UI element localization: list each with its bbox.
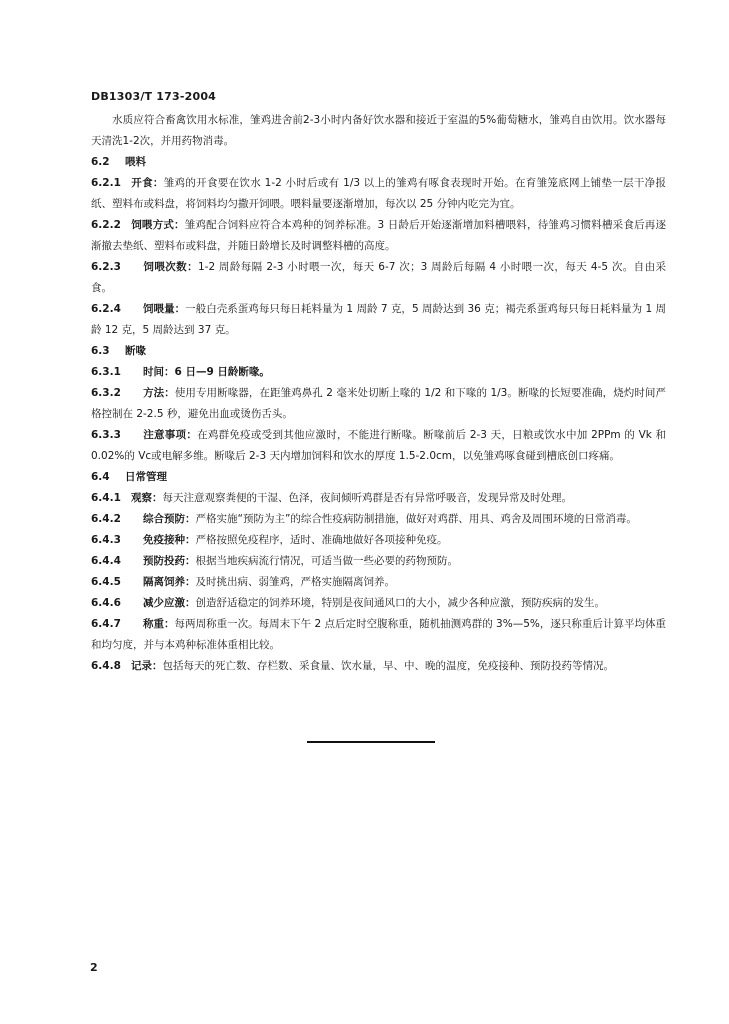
clause-6-3-3 [91,425,666,467]
clause-text: 一般白壳系蛋鸡每只每日耗料量为 1 周龄 7 克，5 周龄达到 36 克；褐壳系蛋鸡每只每日耗料量为 1 周龄 12 克，5 周龄达到 37 克。 [91,303,667,336]
clause-number: 6.2.3 [91,261,121,273]
clause-number: 6.3.1 [91,366,121,378]
section-title: 断喙 [125,345,146,357]
section-6-2-heading [91,152,666,173]
clause-6-4-6 [91,593,666,614]
clause-label: 开食： [131,177,164,189]
clause-number: 6.4.6 [91,597,121,609]
clause-number: 6.2.4 [91,303,121,315]
clause-text: 雏鸡的开食要在饮水 1-2 小时后或有 1/3 以上的雏鸡有啄食表现时开始。在育雏笼底网上铺垫一层干净报纸、塑料布或料盘，将饲料均匀撒开饲喂。喂料量要逐渐增加，每次以 25 分钟内吃完为宜。 [91,177,666,210]
clause-text: 每天注意观察粪便的干湿、色泽，夜间倾听鸡群是否有异常呼吸音，发现异常及时处理。 [162,492,572,504]
clause-6-2-4 [91,299,666,341]
clause-text: 1-2 周龄每隔 2-3 小时喂一次，每天 6-7 次；3 周龄后每隔 4 小时喂一次，每天 4-5 次。自由采食。 [91,261,666,294]
clause-label: 隔离饲养： [143,576,196,588]
clause-6-4-7 [91,614,666,656]
clause-text: 雏鸡配合饲料应符合本鸡种的饲养标准。3 日龄后开始逐渐增加料槽喂料，待雏鸡习惯料槽采食后再逐渐撤去垫纸、塑料布或料盘，并随日龄增长及时调整料槽的高度。 [91,219,666,252]
clause-6-4-4 [91,551,666,572]
clause-6-4-1 [91,488,666,509]
clause-label: 称重： [143,618,175,630]
clause-6-2-1 [91,173,666,215]
clause-label: 综合预防： [143,513,196,525]
clause-text: 包括每天的死亡数、存栏数、采食量、饮水量，早、中、晚的温度，免疫接种、预防投药等情况。 [162,660,614,672]
clause-text: 及时挑出病、弱雏鸡，严格实施隔离饲养。 [195,576,395,588]
clause-text: 使用专用断喙器，在距雏鸡鼻孔 2 毫米处切断上喙的 1/2 和下喙的 1/3。断喙的长短要准确，烧灼时间严格控制在 2-2.5 秒，避免出血或烫伤舌头。 [91,387,666,420]
clause-label: 记录： [131,660,163,672]
clause-6-2-3 [91,257,666,299]
clause-number: 6.3.3 [91,429,121,441]
clause-text: 创造舒适稳定的饲养环境，特别是夜间通风口的大小，减少各种应激，预防疾病的发生。 [195,597,605,609]
clause-number: 6.4.4 [91,555,121,567]
clause-6-2-2 [91,215,666,257]
clause-label: 减少应激： [143,597,196,609]
clause-label: 预防投药： [143,555,196,567]
clause-number: 6.2.1 [91,177,121,189]
section-number: 6.3 [91,345,110,357]
clause-label: 方法： [143,387,175,399]
clause-number: 6.4.3 [91,534,121,546]
section-title: 喂料 [125,156,146,168]
water-intro-paragraph: 水质应符合畜禽饮用水标准，雏鸡进舍前2-3小时内备好饮水器和接近于室温的5%葡萄糖水，雏鸡自由饮用。饮水器每天清洗1-2次，并用药物消毒。 [91,114,666,147]
clause-6-4-8 [91,656,666,677]
section-6-4-heading [91,467,666,488]
clause-label: 时间： [143,366,175,378]
clause-text: 6 日—9 日龄断喙。 [174,366,270,378]
clause-text: 每两周称重一次。每周末下午 2 点后定时空腹称重，随机抽测鸡群的 3%—5%，逐只称重后计算平均体重和均匀度，并与本鸡种标准体重相比较。 [91,618,666,651]
clause-text: 在鸡群免疫或受到其他应激时，不能进行断喙。断喙前后 2-3 天，日粮或饮水中加 2PPm 的 Vk 和 0.02%的 Vc或电解多维。断喙后 2-3 天内增加饲料和饮水的厚度 1.5-2.0cm，以免雏鸡啄食碰到槽底创口疼痛。 [91,429,666,462]
clause-number: 6.4.5 [91,576,121,588]
clause-text: 严格按照免疫程序，适时、准确地做好各项接种免疫。 [195,534,448,546]
clause-6-3-2 [91,383,666,425]
section-number: 6.2 [91,156,110,168]
document-body [91,110,666,677]
clause-label: 饲喂量： [143,303,186,315]
clause-label: 饲喂次数： [143,261,198,273]
clause-label: 观察： [131,492,163,504]
clause-6-4-5 [91,572,666,593]
clause-number: 6.4.2 [91,513,121,525]
section-6-3-heading [91,341,666,362]
clause-number: 6.2.2 [91,219,121,231]
clause-label: 饲喂方式： [131,219,185,231]
clause-6-4-2 [91,509,666,530]
clause-text: 严格实施“预防为主”的综合性疫病防制措施，做好对鸡群、用具、鸡舍及周围环境的日常消毒。 [195,513,637,525]
clause-6-3-1 [91,362,666,383]
clause-label: 注意事项： [143,429,198,441]
clause-label: 免疫接种： [143,534,196,546]
section-title: 日常管理 [125,471,167,483]
clause-text: 根据当地疾病流行情况，可适当做一些必要的药物预防。 [195,555,458,567]
clause-number: 6.4.1 [91,492,121,504]
clause-6-4-3 [91,530,666,551]
clause-number: 6.4.8 [91,660,121,672]
clause-number: 6.3.2 [91,387,121,399]
end-of-standard-rule [307,741,435,743]
clause-number: 6.4.7 [91,618,121,630]
section-number: 6.4 [91,471,110,483]
standard-code-header: DB1303/T 173-2004 [91,90,217,103]
page-number: 2 [90,961,98,974]
